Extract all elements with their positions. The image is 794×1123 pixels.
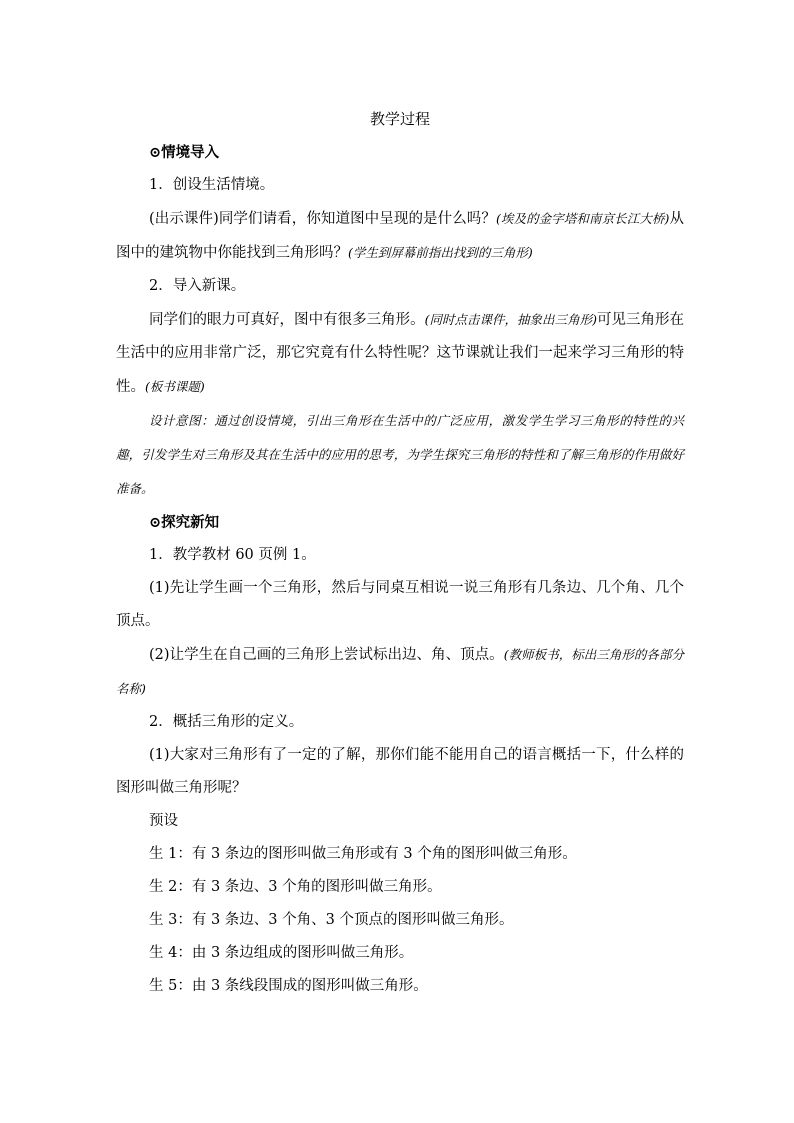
paragraph-text: (2)让学生在自己画的三角形上尝试标出边、角、顶点。 — [149, 647, 504, 663]
step-teach-example: 1．教学教材 60 页例 1。 — [149, 547, 316, 563]
sub-step-1: (1)先让学生画一个三角形，然后与同桌互相说一说三角形有几条边、几个角、几个顶点。 — [116, 580, 684, 629]
student-answer: 生 2：有 3 条边、3 个角的图形叫做三角形。 — [149, 879, 442, 895]
preset-label: 预设 — [149, 813, 178, 829]
annotation-note: (教师板书，标出三角形的各部分名称) — [116, 647, 684, 696]
student-answer: 生 4：由 3 条边组成的图形叫做三角形。 — [149, 945, 414, 961]
paragraph-text: 可见三角形在生活中的应用非常广泛，那它究竟有什么特性呢？这节课就让我们一起来学习三角形的特性。 — [116, 312, 685, 395]
sub-step-3: (1)大家对三角形有了一定的了解，那你们能不能用自己的语言概括一下，什么样的图形叫做三角形呢？ — [116, 747, 684, 796]
sub-step-2 — [116, 638, 684, 706]
paragraph-text: 同学们的眼力可真好，图中有很多三角形。 — [149, 312, 425, 328]
design-intent-text: 通过创设情境，引出三角形在生活中的广泛应用，激发学生学习三角形的特性的兴趣，引发学生对三角形及其在生活中的应用的思考，为学生探究三角形的特性和了解三角形的作用做好准备。 — [116, 413, 684, 496]
paragraph-show-courseware — [116, 202, 684, 270]
section-heading-explore: ⊙探究新知 — [149, 514, 220, 531]
student-answer: 生 5：由 3 条线段围成的图形叫做三角形。 — [149, 978, 428, 994]
step-define-triangle: 2．概括三角形的定义。 — [149, 714, 304, 730]
design-intent-label: 设计意图： — [149, 413, 215, 428]
paragraph-introduction — [116, 303, 684, 404]
annotation-note: (学生到屏幕前指出找到的三角形) — [348, 245, 533, 260]
step-create-situation: 1．创设生活情境。 — [149, 177, 275, 193]
student-answer: 生 3：有 3 条边、3 个角、3 个顶点的图形叫做三角形。 — [149, 912, 514, 928]
design-intent — [116, 404, 684, 506]
student-answer: 生 1：有 3 条边的图形叫做三角形或有 3 个角的图形叫做三角形。 — [149, 846, 577, 862]
annotation-note: (板书课题) — [145, 379, 205, 394]
paragraph-text: (出示课件)同学们请看，你知道图中呈现的是什么吗？ — [149, 211, 496, 227]
lesson-content — [116, 105, 684, 1003]
step-introduce-lesson: 2．导入新课。 — [149, 278, 246, 294]
annotation-note: (同时点击课件，抽象出三角形) — [424, 312, 597, 327]
section-heading-situation: ⊙情境导入 — [149, 144, 220, 161]
paragraph-text: 从图中的建筑物中你能找到三角形吗？ — [116, 211, 684, 261]
page-title: 教学过程 — [369, 110, 430, 128]
annotation-note: (埃及的金字塔和南京长江大桥) — [495, 211, 670, 226]
